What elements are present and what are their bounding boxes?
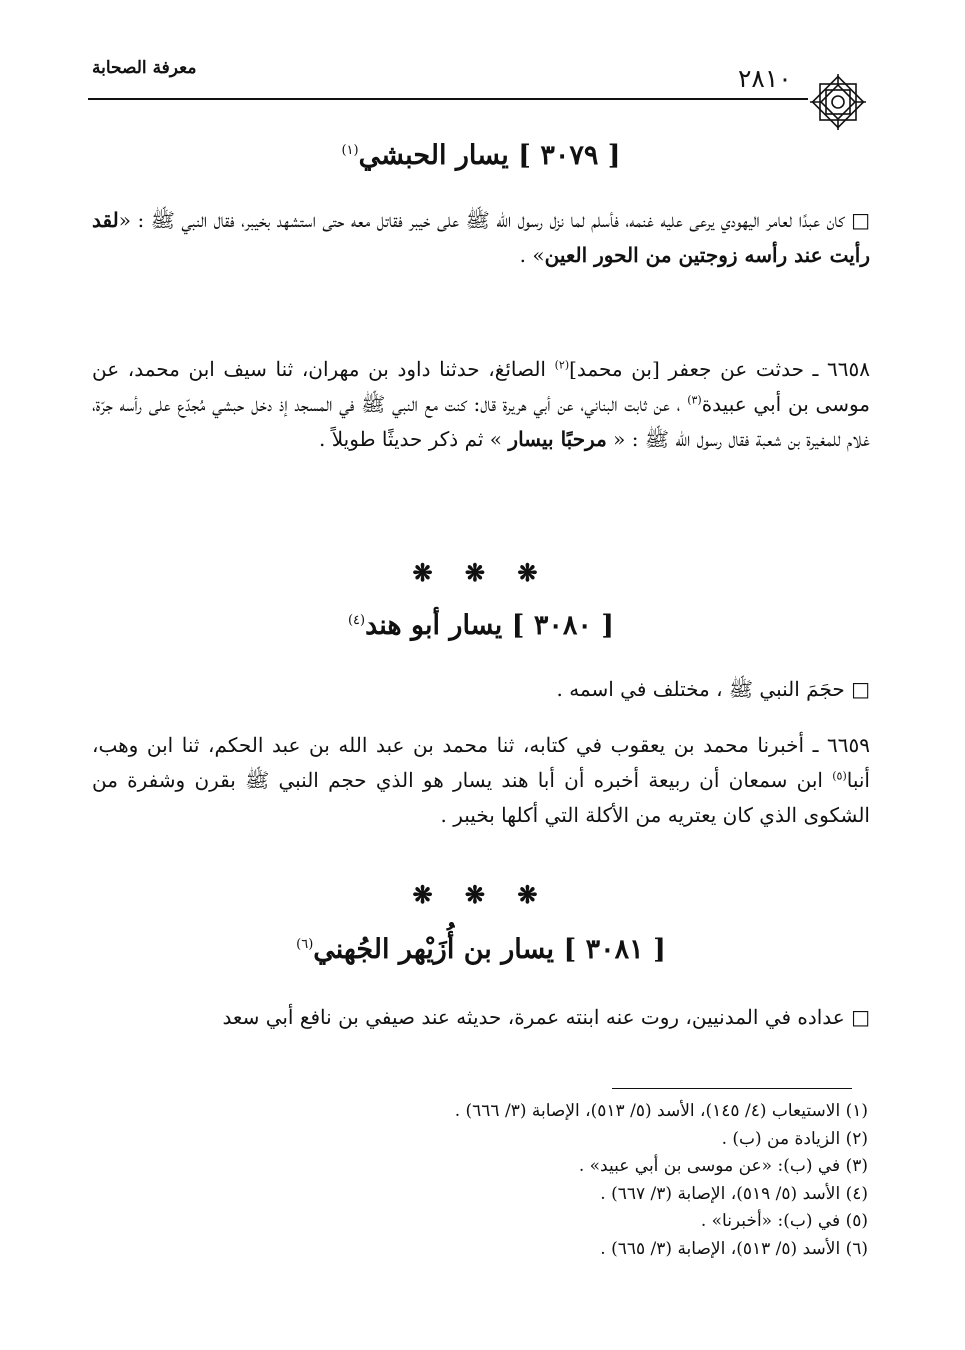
header-rule xyxy=(88,98,808,100)
entry-3079-description: □ كان عبدًا لعامر اليهودي يرعى عليه غنمه، فأسلم لما نزل رسول الله ﷺ على خيبر فقاتل معه حتى استشهد بخيبر، فقال النبي ﷺ : «لقد رأيت عند رأسه زوجتين من الحور العين» . xyxy=(92,208,870,267)
footnote-3: (٣) في (ب): «عن موسى بن أبي عبيد» . xyxy=(578,1156,868,1176)
entry-heading-3081: [ ٣٠٨١ ] يسار بن أُزَيْهر الجُهني$^{(٦)}$ xyxy=(296,934,666,965)
footnote-4: (٤) الأسد (٥/ ٥١٩)، الإصابة (٣/ ٦٦٧) . xyxy=(600,1183,868,1204)
footnote-2: (٢) الزيادة من (ب) . xyxy=(721,1128,868,1149)
footnote-6: (٦) الأسد (٥/ ٥١٣)، الإصابة (٣/ ٦٦٥) . xyxy=(600,1238,868,1259)
footnote-1: (١) الاستيعاب (٤/ ١٤٥)، الأسد (٥/ ٥١٣)، الإصابة (٣/ ٦٦٦) . xyxy=(454,1101,868,1121)
footnote-5: (٥) في (ب): «أخبرنا» . xyxy=(700,1211,868,1231)
entry-heading-3079: [ ٣٠٧٩ ] يسار الحبشي$^{(١)}$ xyxy=(341,140,621,171)
entry-3081-description: □ عداده في المدنيين، روت عنه ابنته عمرة، حديثه عند صيفي بن نافع أبي سعد xyxy=(222,1005,870,1029)
page-number: ٢٨١٠ xyxy=(738,64,792,93)
footnote-rule xyxy=(612,1088,852,1089)
footnotes xyxy=(340,1098,868,1263)
hadith-6659: ٦٦٥٩ ـ أخبرنا محمد بن يعقوب في كتابه، ثنا محمد بن عبد الله بن عبد الحكم، ثنا ابن وهب، أنبا$^{(٥)}$ ابن سمعان أن ربيعة أخبره أن أبا هند يسار هو الذي حجم النبي ﷺ بقرن وشفرة من الشكوى الذي كان يعتريه من الأكلة التي أكلها بخيبر . xyxy=(92,733,870,827)
hadith-6658: ٦٦٥٨ ـ حدثت عن جعفر [بن محمد]$^{(٢)}$ الصائغ، حدثنا داود بن مهران، ثنا سيف ابن محمد، عن موسى بن أبي عبيدة$^{(٣)}$ ، عن ثابت البناني، عن أبي هريرة قال: كنت مع النبي ﷺ في المسجد إذ دخل حبشي مُجدّع على رأسه جرّة، غلام للمغيرة بن شعبة فقال رسول الله ﷺ : « مرحبًا بيسار » ثم ذكر حديثًا طويلاً . xyxy=(92,357,870,451)
ornament-star-icon xyxy=(806,70,870,134)
section-separator-stars-2: ❋ ❋ ❋ xyxy=(412,880,550,909)
section-separator-stars: ❋ ❋ ❋ xyxy=(412,558,550,587)
entry-3080-description: □ حجَمَ النبي ﷺ ، مختلف في اسمه . xyxy=(556,677,870,701)
running-header-title: معرفة الصحابة xyxy=(92,58,197,78)
entry-heading-3080: [ ٣٠٨٠ ] يسار أبو هند$^{(٤)}$ xyxy=(347,610,615,641)
